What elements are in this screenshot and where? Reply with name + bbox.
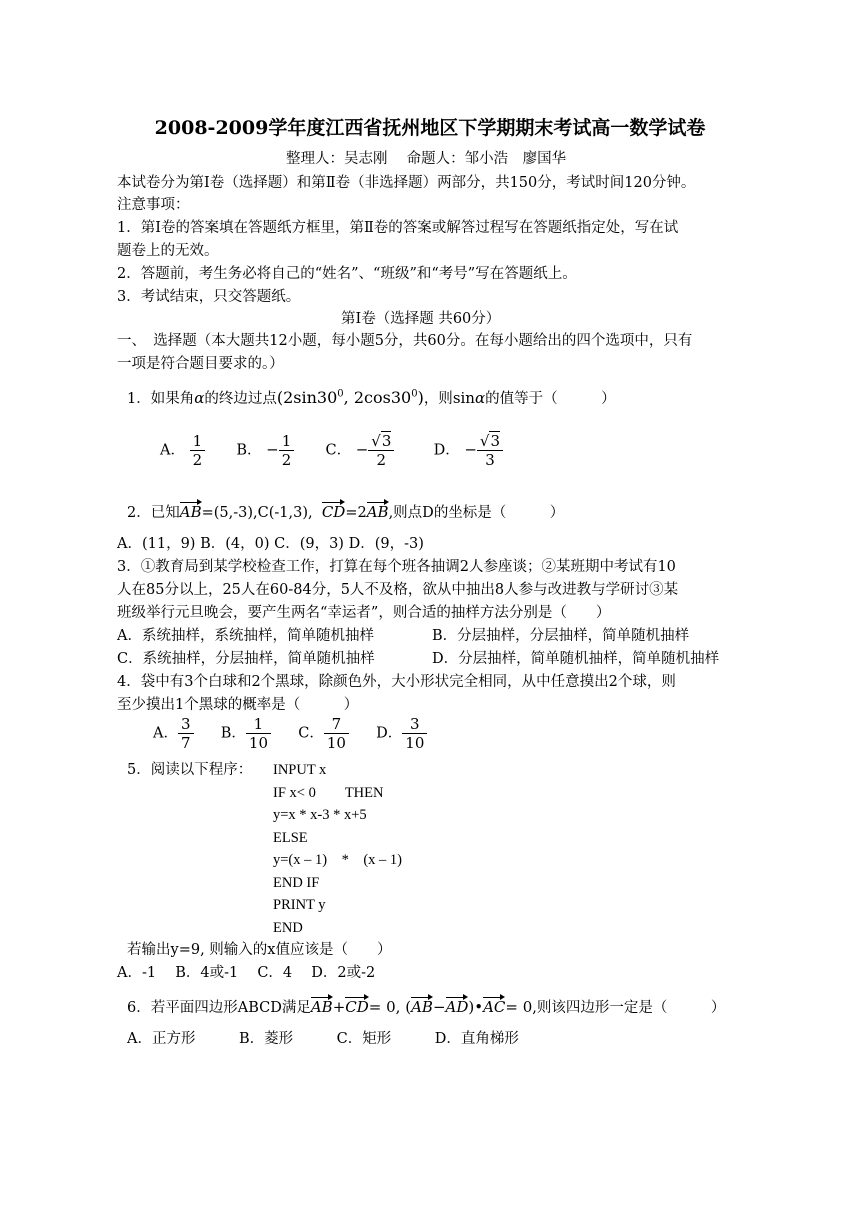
question-3: 3．①教育局到某学校检查工作，打算在每个班各抽调2人参座谈；②某班期中考试有10 — [117, 559, 676, 575]
part1-heading: 第Ⅰ卷（选择题 共60分） — [341, 311, 501, 327]
q1-option-b-label: B． — [236, 442, 262, 459]
question-5-stem: 若输出y=9, 则输入的x值应该是（ ） — [127, 942, 392, 958]
q1-option-a-value: $\frac{1}{2}$ — [190, 432, 206, 469]
question-3-cont-2: 班级举行元旦晚会，要产生两名“幸运者”，则合适的抽样方法分别是（ ） — [117, 605, 611, 621]
question-4-cont: 至少摸出1个黑球的概率是（ ） — [117, 697, 359, 713]
vector-ac: AC — [483, 998, 506, 1016]
q6-options: A．正方形 B．菱形 C．矩形 D．直角梯形 — [127, 1031, 519, 1047]
question-3-cont: 人在85分以上，25人在60-84分，5人不及格，欲从中抽出8人参与改进教与学研讨③某 — [117, 582, 679, 598]
sin-label: sin — [452, 389, 475, 407]
q3-option-c: C．系统抽样，分层抽样，简单随机抽样 — [117, 651, 375, 667]
intro-line: 本试卷分为第Ⅰ卷（选择题）和第Ⅱ卷（非选择题）两部分，共150分，考试时间120分钟。 — [117, 175, 696, 191]
question-2: 2．已知AB=(5,-3),C(-1,3), CD=2AB,则点D的坐标是（ ） — [127, 503, 565, 521]
section-instructions-cont: 一项是符合题目要求的。） — [117, 356, 284, 372]
vector-ab: AB — [179, 503, 202, 521]
q1-option-c-label: C． — [325, 442, 352, 459]
q4-option-c-value: $\frac{7}{10}$ — [324, 715, 349, 752]
question-5-label: 5．阅读以下程序： — [127, 762, 253, 778]
code-line: ELSE — [273, 829, 308, 846]
authors-line: 整理人：吴志刚 命题人：邹小浩 廖国华 — [286, 151, 567, 167]
q4-option-a-value: $\frac{3}{7}$ — [178, 715, 194, 752]
vector-ab-2: AB — [411, 998, 433, 1016]
q4-option-d-value: $\frac{3}{10}$ — [402, 715, 427, 752]
q1-options: A． $\frac{1}{2}$ B． − $\frac{1}{2}$ C． − $\frac{√3}{2}$ D． − $\frac{√3}{3}$ — [160, 432, 503, 469]
notes-heading: 注意事项： — [117, 197, 190, 213]
code-line: IF x< 0 THEN — [273, 784, 384, 801]
code-line: END — [273, 919, 303, 936]
code-line: INPUT x — [273, 762, 327, 778]
q5-program — [273, 762, 402, 942]
q2-options: A．(11，9) B．(4，0) C．(9，3) D．(9，-3) — [117, 536, 424, 552]
q1-option-d-label: D． — [433, 442, 460, 459]
code-line: PRINT y — [273, 897, 326, 913]
q5-options: A．-1 B．4或-1 C．4 D．2或-2 — [117, 965, 376, 981]
q4-options: A． $\frac{3}{7}$ B． $\frac{1}{10}$ C． $\frac{7}{10}$ D． $\frac{3}{10}$ — [153, 715, 427, 752]
q3-option-b: B．分层抽样，分层抽样，简单随机抽样 — [432, 628, 690, 644]
vector-cd: CD — [345, 998, 369, 1016]
note-1-cont: 题卷上的无效。 — [117, 243, 219, 259]
q1-stem-d: 的值等于（ ） — [485, 391, 616, 407]
section-instructions: 一、 选择题（本大题共12小题，每小题5分，共60分。在每小题给出的四个选项中，只有 — [117, 333, 693, 349]
q4-option-b-value: $\frac{1}{10}$ — [246, 715, 271, 752]
vector-cd: CD — [321, 503, 346, 521]
q1-option-c-value: $\frac{√3}{2}$ — [368, 432, 394, 469]
question-4: 4．袋中有3个白球和2个黑球，除颜色外，大小形状完全相同，从中任意摸出2个球，则 — [117, 674, 676, 690]
vector-ab-2: AB — [366, 503, 389, 521]
q3-option-a: A．系统抽样，系统抽样，简单随机抽样 — [117, 628, 374, 644]
note-2: 2．答题前，考生务必将自己的“姓名”、“班级”和“考号”写在答题纸上。 — [117, 266, 577, 282]
q1-point: ($2\sin 30^0$, $2\cos 30^0$) — [276, 388, 424, 407]
vector-ad: AD — [445, 998, 469, 1016]
q1-option-a-label: A． — [160, 442, 185, 459]
page-title: 2008-2009学年度江西省抚州地区下学期期末考试高一数学试卷 — [154, 117, 706, 139]
code-line: y=(x – 1) * (x – 1) — [273, 852, 402, 868]
vector-ab: AB — [310, 998, 333, 1016]
question-1 — [127, 388, 616, 408]
q1-stem-b: 的终边过点 — [204, 391, 277, 407]
alpha-symbol: α — [194, 389, 205, 407]
q1-stem-c: ，则 — [423, 391, 453, 407]
question-6: 6．若平面四边形ABCD满足AB+CD= 0, (AB−AD)•AC= 0,则该四边形一定是（ ） — [127, 998, 726, 1016]
note-1: 1．第Ⅰ卷的答案填在答题纸方框里，第Ⅱ卷的答案或解答过程写在答题纸指定处，写在试 — [117, 220, 679, 236]
note-3: 3．考试结束，只交答题纸。 — [117, 289, 301, 305]
alpha-symbol-2: α — [474, 389, 486, 407]
q1-option-d-value: $\frac{√3}{3}$ — [477, 432, 503, 469]
q1-stem-a: 1．如果角 — [127, 391, 195, 407]
q3-option-d: D．分层抽样，简单随机抽样，简单随机抽样 — [432, 651, 720, 667]
q1-option-b-value: $\frac{1}{2}$ — [279, 432, 295, 469]
code-line: y=x * x-3 * x+5 — [273, 807, 367, 823]
code-line: END IF — [273, 874, 320, 891]
